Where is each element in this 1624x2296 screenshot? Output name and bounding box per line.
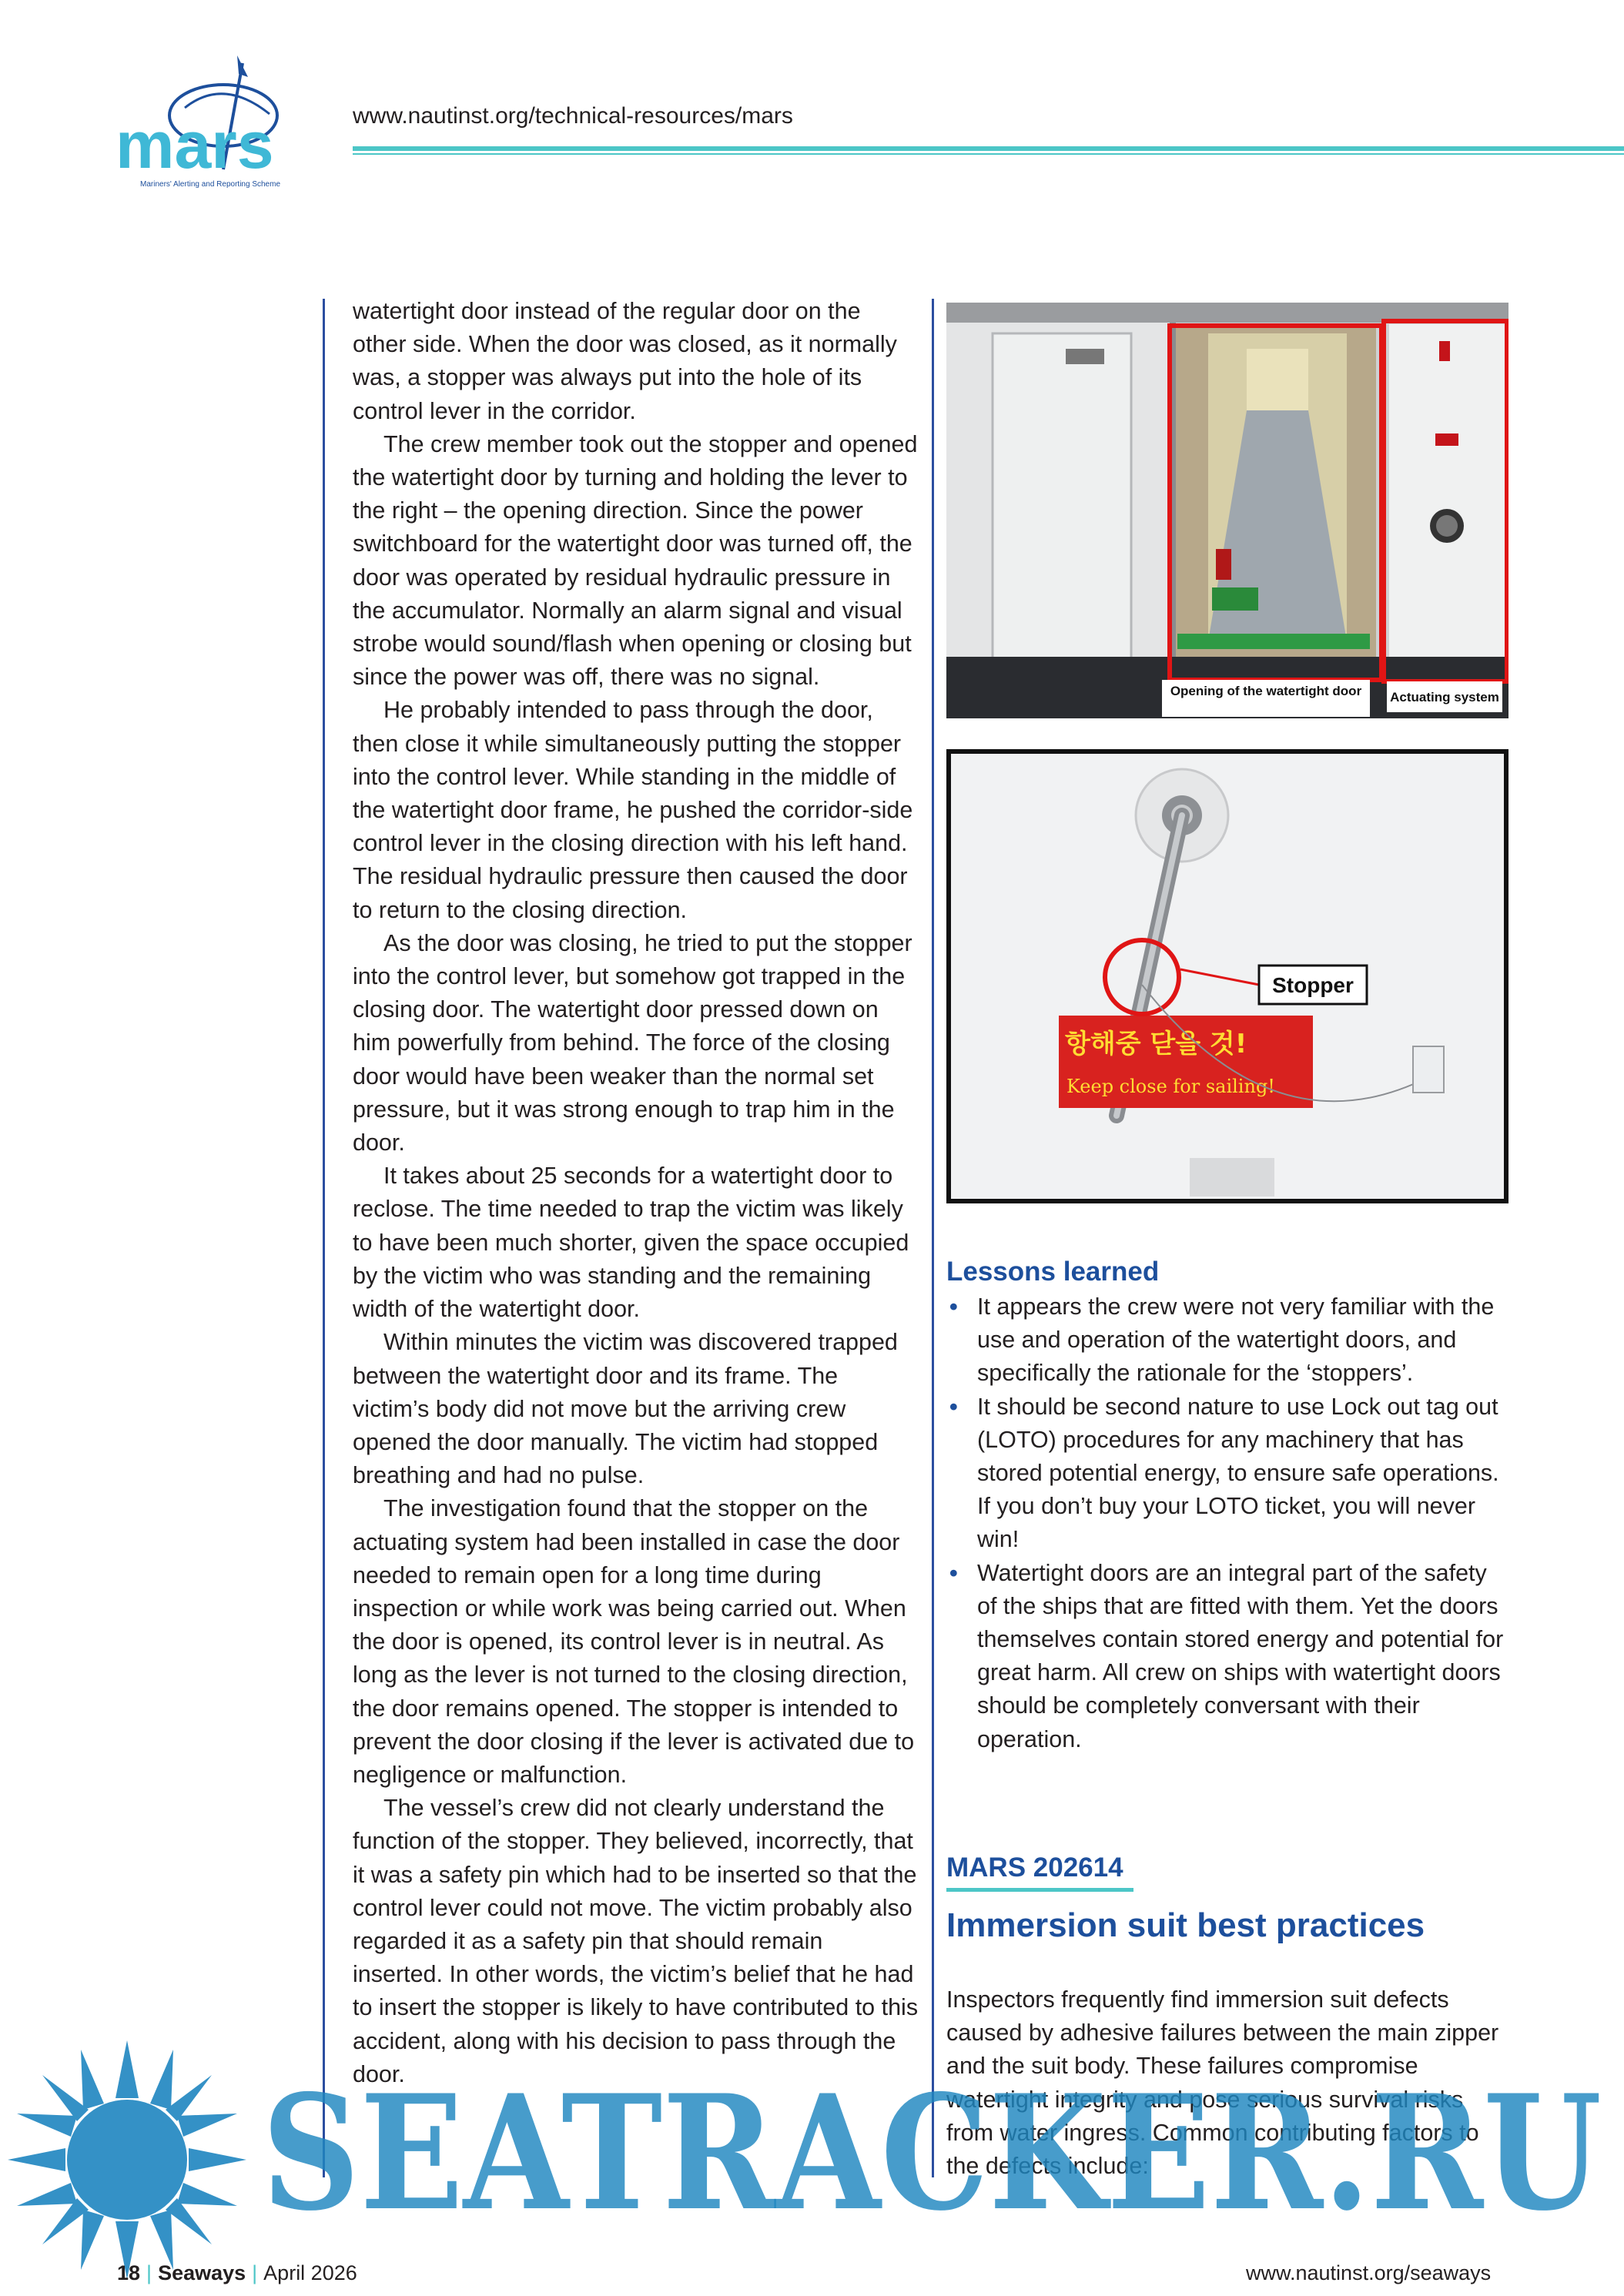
lesson-item	[946, 1557, 1508, 1756]
header-url[interactable]: www.nautinst.org/technical-resources/mars	[353, 103, 793, 129]
left-column-text	[353, 295, 919, 2091]
sign-korean: 항해중 닫을 것!	[1065, 1029, 1247, 1059]
watermark-text	[254, 2054, 1624, 2224]
paragraph: The vessel’s crew did not clearly understand the function of the stopper. They believed, incorrectly, that it was a safety pin which had to be inserted so that the control lever could not move. The victim probably also regarded it as a safety pin that should remain inserted. In other words, the victim’s belief that he had to insert the stopper is likely to have contributed to this accident, along with his decision to pass through the door.	[353, 1795, 919, 2087]
report-number: MARS 202614	[946, 1853, 1123, 1883]
label-stopper: Stopper	[1272, 973, 1354, 997]
bullet: •	[949, 1393, 958, 1420]
lesson-item	[946, 1391, 1508, 1557]
left-column-rule	[323, 299, 325, 2177]
stopper-photo	[946, 749, 1508, 1203]
paragraph: The investigation found that the stopper on the actuating system had been installed in case the door needed to remain open for a long time during inspection or while work was being carried out. When the door is opened, its control lever is in neutral. As long as the lever is not turned to the closing direction, the door remains opened. The stopper is intended to prevent the door closing if the lever is activated due to negligence or malfunction.	[353, 1495, 915, 1788]
logo-subtitle: Mariners' Alerting and Reporting Scheme	[140, 180, 281, 189]
label-door-opening: Opening of the watertight door	[1170, 684, 1362, 698]
label-actuating-system: Actuating system	[1390, 690, 1499, 705]
lessons-heading: Lessons learned	[946, 1257, 1160, 1287]
lessons-list	[946, 1290, 1508, 1756]
bullet: •	[949, 1559, 958, 1586]
issue-date: April 2026	[263, 2261, 357, 2284]
watermark-sun-icon	[0, 2033, 254, 2287]
logo-text: mars	[116, 109, 274, 182]
article-title: Immersion suit best practices	[946, 1906, 1425, 1944]
footer-left: 18 | Seaways | April 2026	[117, 2261, 357, 2284]
paragraph: The crew member took out the stopper and opened the watertight door by turning and holding the lever to the right – the opening direction. Since the power switchboard for the watertight door was turned off, the door was operated by residual hydraulic pressure in the accumulator. Normally an alarm signal and visual strobe would sound/flash when opening or closing but since the power was off, there was no signal.	[353, 430, 918, 691]
lesson-text: It should be second nature to use Lock out tag out (LOTO) procedures for any machinery that has stored potential energy, to ensure safe operations. If you don’t buy your LOTO ticket, you will never win!	[977, 1393, 1499, 1553]
report-number-underline	[946, 1888, 1133, 1892]
bullet: •	[949, 1294, 958, 1320]
paragraph: watertight door instead of the regular door on the other side. When the door was closed, as it normally was, a stopper was always put into the hole of its control lever in the corridor.	[353, 298, 897, 424]
lesson-item	[946, 1290, 1508, 1391]
footer-url[interactable]: www.nautinst.org/seaways	[1246, 2261, 1492, 2284]
paragraph: As the door was closing, he tried to put the stopper into the control lever, but somehow got trapped in the closing door. The watertight door pressed down on him powerfully from behind. The force of the closing door would have been weaker than the normal set pressure, but it was strong enough to trap him in the door.	[353, 929, 912, 1156]
watermark-label: SEATRACKER.RU	[262, 2061, 1602, 2224]
page-number: 18	[117, 2261, 141, 2284]
lesson-text: It appears the crew were not very familiar with the use and operation of the watertight doors, and specifically the rationale for the ‘stoppers’.	[977, 1294, 1495, 1387]
paragraph: Inspectors frequently find immersion suit defects caused by adhesive failures between the main zipper and the suit body. These failures compromise watertight integrity and pose serious survival risks from water ingress. Common contributing factors to the defects include:	[946, 1986, 1499, 2180]
paragraph: He probably intended to pass through the door, then close it while simultaneously putting the stopper into the control lever. While standing in the middle of the watertight door frame, he pushed the corridor-side control lever in the closing direction with his left hand. The residual hydraulic pressure then caused the door to return to the closing direction.	[353, 697, 913, 923]
header-rule	[353, 146, 1624, 151]
sign-english: Keep close for sailing!	[1066, 1076, 1275, 1097]
lesson-text: Watertight doors are an integral part of the safety of the ships that are fitted with them. Yet the doors themselves contain stored energy and potential for great harm. All crew on ships with watertight doors should be completely conversant with their operation.	[977, 1559, 1504, 1752]
header-rule-thin	[353, 153, 1624, 155]
publication-name: Seaways	[158, 2261, 246, 2284]
watertight-door-photo	[946, 303, 1508, 718]
paragraph: Within minutes the victim was discovered trapped between the watertight door and its frame. The victim’s body did not move but the arriving crew opened the door manually. The victim had stopped breathing and had no pulse.	[353, 1329, 898, 1489]
paragraph: It takes about 25 seconds for a watertight door to reclose. The time needed to trap the victim was likely to have been much shorter, given the space occupied by the victim who was standing and the remaining width of the watertight door.	[353, 1163, 909, 1323]
middle-column-rule	[932, 299, 934, 2177]
mars-logo	[108, 54, 308, 200]
